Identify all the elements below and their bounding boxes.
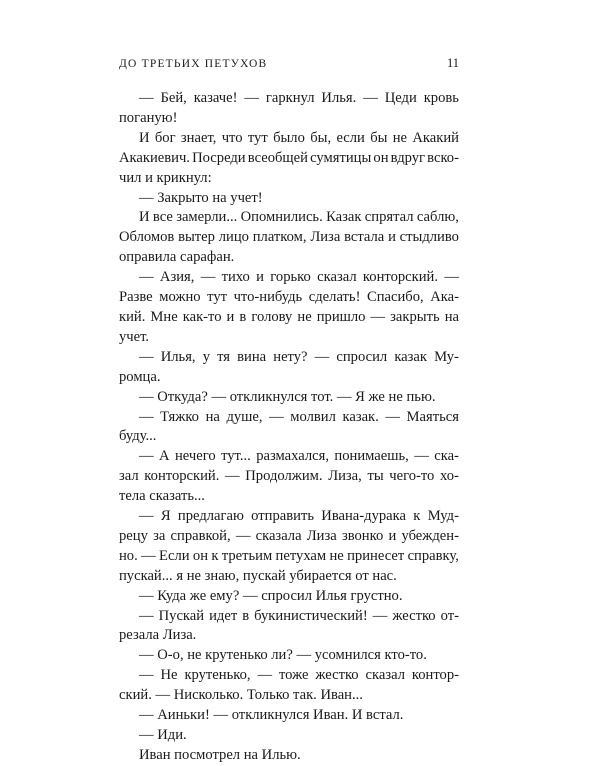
text-line: — Куда же ему? — спросил Илья грустно. (139, 587, 403, 604)
text-line: И все замерли... Опомнились. Казак спрятал саблю, (139, 209, 459, 226)
text-line: тела сказать... (119, 488, 205, 505)
text-line: пускай... я не знаю, пускай убирается от нас. (119, 567, 397, 584)
text-line: Разве можно тут что-нибудь сделать! Спасибо, Ака- (119, 289, 459, 306)
body-text (119, 89, 459, 766)
page-number: 11 (446, 56, 459, 70)
text-line: — Илья, у тя вина нету? — спросил казак Му- (139, 348, 459, 365)
text-line: — Закрыто на учет! (139, 189, 263, 206)
text-line: — Бей, казаче! — гаркнул Илья. — Цеди кровь (139, 90, 459, 106)
text-line: — Не крутенько, — тоже жестко сказал контор- (139, 667, 459, 684)
running-header (119, 56, 459, 71)
text-line: поганую! (119, 109, 178, 126)
text-line: чил и крикнул: (119, 169, 212, 186)
text-line: — Азия, — тихо и горько сказал конторский. — (139, 269, 459, 286)
text-line: — Аиньки! — откликнулся Иван. И встал. (139, 707, 404, 724)
text-line: зал конторский. — Продолжим. Лиза, ты чего-то хо- (119, 468, 459, 485)
text-line: — Тяжко на душе, — молвил казак. — Маяться (139, 408, 459, 425)
text-line: — О-о, не крутенько ли? — усомнился кто-то. (139, 647, 427, 664)
text-line: — А нечего тут... размахался, понимаешь, — ска- (139, 448, 459, 465)
text-line: ромца. (119, 368, 161, 385)
text-line: кий. Мне как-то и в голову не пришло — закрыть на (119, 308, 459, 325)
text-line: резала Лиза. (119, 627, 197, 644)
text-line: оправила сарафан. (119, 249, 235, 266)
text-line: но. — Если он к третьим петухам не принесет справку, (119, 547, 459, 564)
text-line: — Откуда? — откликнулся тот. — Я же не пью. (139, 388, 436, 405)
text-line: — Пускай идет в букинистический! — жестко от- (139, 607, 459, 624)
text-line: Акакиевич. Посреди всеобщей сумятицы он вдруг вско- (119, 149, 459, 166)
text-line: — Я предлагаю отправить Ивана-дурака к Муд- (139, 508, 459, 525)
text-line: ский. — Нисколько. Только так. Иван... (119, 687, 363, 704)
text-line: И бог знает, что тут было бы, если бы не Акакий (139, 129, 459, 146)
text-line: Обломов вытер лицо платком, Лиза встала и стыдливо (119, 229, 459, 246)
text-line: буду... (119, 428, 157, 445)
text-line: рецу за справкой, — сказала Лиза звонко и убежден- (119, 527, 459, 544)
text-line: Иван посмотрел на Илью. (139, 746, 301, 763)
text-line: учет. (119, 328, 150, 345)
running-title: ДО ТРЕТЬИХ ПЕТУХОВ (119, 58, 268, 70)
text-line: — Иди. (139, 727, 187, 743)
